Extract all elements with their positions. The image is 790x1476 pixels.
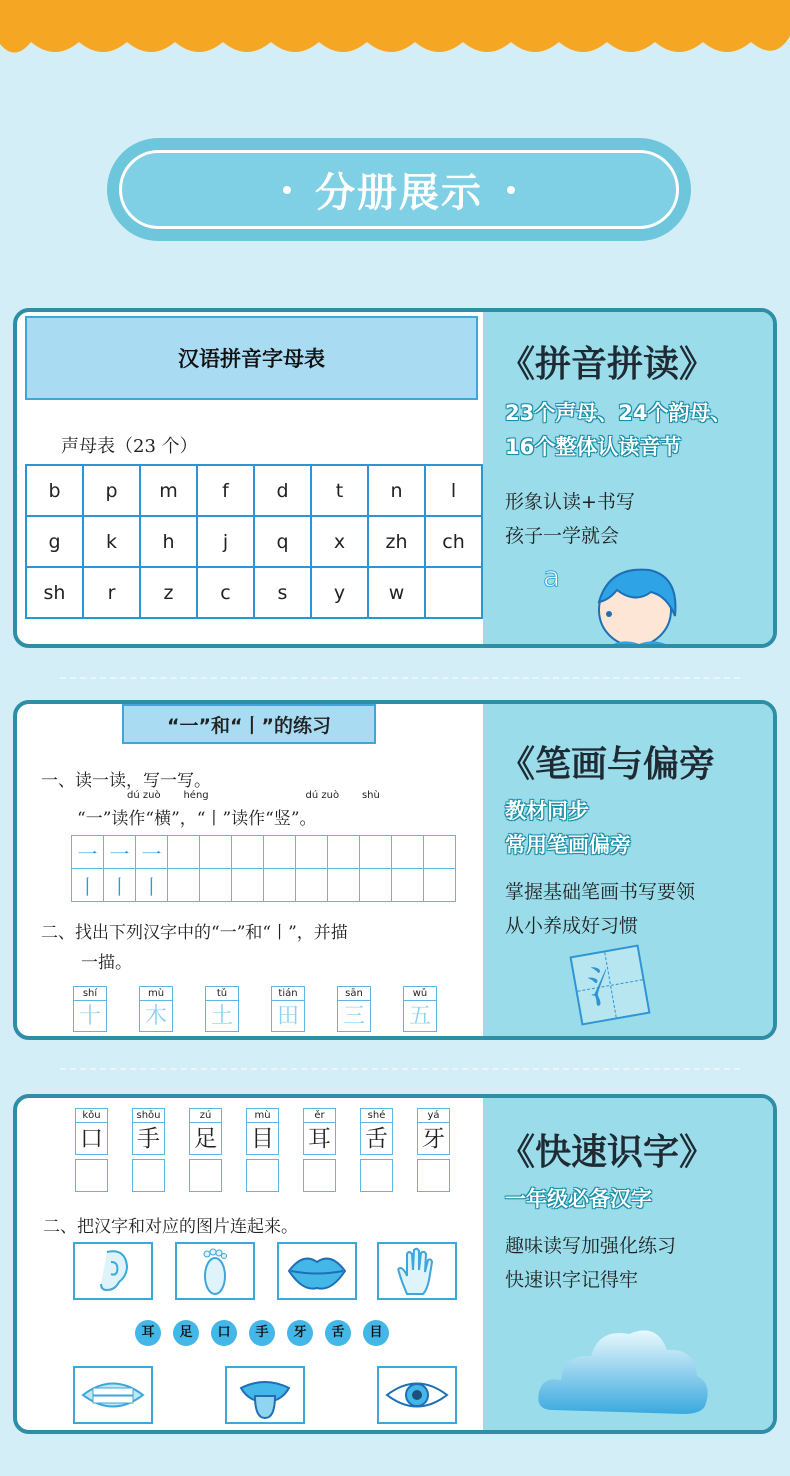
pinyin: dú zuò	[305, 790, 340, 801]
grid-cell	[200, 869, 232, 902]
grid-cell: 一	[104, 836, 136, 869]
card-strokes	[13, 700, 777, 1040]
section-title-pill	[107, 138, 691, 241]
char: 耳	[303, 1122, 336, 1155]
table-cell: z	[140, 567, 197, 618]
pinyin: mù	[246, 1108, 279, 1122]
eye-icon	[377, 1366, 457, 1424]
char: 目	[246, 1122, 279, 1155]
grid-cell	[328, 836, 360, 869]
pinyin: shé	[360, 1108, 393, 1122]
card-info-panel	[483, 1098, 773, 1430]
hand-icon	[377, 1242, 457, 1300]
char: 足	[189, 1122, 222, 1155]
char-box	[303, 1108, 336, 1192]
grid-cell	[360, 836, 392, 869]
grid-cell	[392, 869, 424, 902]
table-cell: j	[197, 516, 254, 567]
initials-table	[25, 464, 483, 619]
table-cell: m	[140, 465, 197, 516]
exercise-one-pinyin	[127, 790, 380, 801]
pinyin-table-header: 汉语拼音字母表	[25, 316, 478, 400]
trace-char	[73, 986, 107, 1032]
answer-chip: 手	[249, 1320, 275, 1346]
exercise-two-title: 二、找出下列汉字中的“一”和“丨”，并描	[41, 923, 348, 943]
table-cell: d	[254, 465, 311, 516]
table-cell: c	[197, 567, 254, 618]
stroke-practice-header: “一”和“丨”的练习	[122, 704, 376, 744]
empty-box	[360, 1159, 393, 1192]
pinyin: shí	[73, 986, 107, 1000]
divider	[60, 1068, 740, 1070]
book-desc-line: 掌握基础笔画书写要领	[505, 881, 696, 903]
answer-chip: 舌	[325, 1320, 351, 1346]
pinyin: yá	[417, 1108, 450, 1122]
book-title: 《快速识字》	[499, 1132, 716, 1173]
table-cell: n	[368, 465, 425, 516]
pinyin: ěr	[303, 1108, 336, 1122]
empty-box	[75, 1159, 108, 1192]
grid-cell	[296, 869, 328, 902]
child-blowing-icon	[539, 552, 689, 648]
grid-cell	[200, 836, 232, 869]
char: 五	[403, 1000, 437, 1032]
book-subtitle-line: 23个声母、24个韵母、	[505, 401, 732, 425]
table-cell: x	[311, 516, 368, 567]
book-desc-line: 孩子一学就会	[505, 525, 620, 547]
exercise-one-title: 一、读一读，写一写。	[41, 771, 211, 791]
char: 舌	[360, 1122, 393, 1155]
grid-cell	[424, 869, 456, 902]
empty-box	[417, 1159, 450, 1192]
answer-chip: 耳	[135, 1320, 161, 1346]
pinyin: shù	[361, 790, 380, 801]
char: 田	[271, 1000, 305, 1032]
grid-cell	[328, 869, 360, 902]
grid-cell	[264, 836, 296, 869]
exercise-two-title: 二、把汉字和对应的图片连起来。	[43, 1217, 298, 1237]
book-desc-line: 形象认读+书写	[505, 491, 635, 513]
divider	[60, 677, 740, 679]
grid-cell	[360, 869, 392, 902]
table-cell: r	[83, 567, 140, 618]
pinyin: tǔ	[205, 986, 239, 1000]
foot-icon	[175, 1242, 255, 1300]
char: 牙	[417, 1122, 450, 1155]
exercise-one-text: “一”读作“横”，“丨”读作“竖”。	[77, 809, 317, 829]
char: 手	[132, 1122, 165, 1155]
empty-box	[132, 1159, 165, 1192]
book-title: 《拼音拼读》	[499, 344, 716, 385]
answer-chip: 足	[173, 1320, 199, 1346]
grid-cell	[424, 836, 456, 869]
top-wave-border	[0, 0, 790, 70]
table-cell: f	[197, 465, 254, 516]
empty-box	[246, 1159, 279, 1192]
trace-char	[271, 986, 305, 1032]
char-box	[246, 1108, 279, 1192]
table-cell	[425, 567, 482, 618]
grid-cell: 丨	[136, 869, 168, 902]
grid-cell	[232, 869, 264, 902]
section-title: 分册展示	[315, 170, 483, 216]
book-subtitle-line: 一年级必备汉字	[505, 1187, 652, 1211]
table-cell: b	[26, 465, 83, 516]
book-desc-line: 快速识字记得牢	[505, 1269, 639, 1291]
table-cell: q	[254, 516, 311, 567]
char-box	[360, 1108, 393, 1192]
char-box	[132, 1108, 165, 1192]
cloud-icon	[533, 1314, 713, 1424]
card-characters	[13, 1094, 777, 1434]
pinyin: zú	[189, 1108, 222, 1122]
book-subtitle-line: 常用笔画偏旁	[505, 833, 631, 857]
grid-cell	[168, 869, 200, 902]
trace-char	[337, 986, 371, 1032]
grid-cell	[296, 836, 328, 869]
radical-card	[569, 944, 650, 1025]
table-cell: t	[311, 465, 368, 516]
answer-chip: 口	[211, 1320, 237, 1346]
char: 木	[139, 1000, 173, 1032]
lips-icon	[277, 1242, 357, 1300]
table-cell: k	[83, 516, 140, 567]
grid-cell: 丨	[104, 869, 136, 902]
char: 三	[337, 1000, 371, 1032]
char-box	[189, 1108, 222, 1192]
char-box	[75, 1108, 108, 1192]
svg-text:a: a	[543, 560, 561, 593]
exercise-two-title-cont: 一描。	[81, 953, 132, 973]
answer-chip: 牙	[287, 1320, 313, 1346]
book-subtitle-line: 教材同步	[505, 799, 589, 823]
table-cell: zh	[368, 516, 425, 567]
pinyin: héng	[183, 790, 209, 801]
empty-box	[189, 1159, 222, 1192]
book-title: 《笔画与偏旁	[499, 744, 716, 785]
pinyin: kǒu	[75, 1108, 108, 1122]
char: 十	[73, 1000, 107, 1032]
table-cell: y	[311, 567, 368, 618]
book-desc-line: 从小养成好习惯	[505, 915, 639, 937]
grid-cell: 一	[72, 836, 104, 869]
grid-cell	[264, 869, 296, 902]
pinyin: tián	[271, 986, 305, 1000]
book-subtitle-line: 16个整体认读音节	[505, 435, 682, 459]
bullet-dot	[283, 186, 291, 194]
pinyin: sān	[337, 986, 371, 1000]
grid-cell	[232, 836, 264, 869]
writing-grid	[71, 835, 456, 902]
card-info-panel	[483, 312, 773, 644]
table-cell: p	[83, 465, 140, 516]
table-cell: sh	[26, 567, 83, 618]
pinyin: dú zuò	[127, 790, 161, 801]
pinyin: wǔ	[403, 986, 437, 1000]
card-info-panel	[483, 704, 773, 1036]
trace-char	[139, 986, 173, 1032]
table-cell: ch	[425, 516, 482, 567]
char: 土	[205, 1000, 239, 1032]
table-cell: l	[425, 465, 482, 516]
table-cell: s	[254, 567, 311, 618]
char-box	[417, 1108, 450, 1192]
char: 口	[75, 1122, 108, 1155]
trace-char	[403, 986, 437, 1032]
answer-chip: 目	[363, 1320, 389, 1346]
tongue-icon	[225, 1366, 305, 1424]
grid-cell: 丨	[72, 869, 104, 902]
grid-cell	[392, 836, 424, 869]
table-cell: g	[26, 516, 83, 567]
card-pinyin	[13, 308, 777, 648]
bullet-dot	[507, 186, 515, 194]
table-cell: w	[368, 567, 425, 618]
teeth-icon	[73, 1366, 153, 1424]
empty-box	[303, 1159, 336, 1192]
pinyin: mù	[139, 986, 173, 1000]
table-cell: h	[140, 516, 197, 567]
grid-cell: 一	[136, 836, 168, 869]
radical-char: 氵	[583, 956, 637, 1015]
trace-char	[205, 986, 239, 1032]
ear-icon	[73, 1242, 153, 1300]
grid-cell	[168, 836, 200, 869]
initials-table-title: 声母表（23 个）	[61, 436, 198, 457]
pinyin: shǒu	[132, 1108, 165, 1122]
book-desc-line: 趣味读写加强化练习	[505, 1235, 677, 1257]
